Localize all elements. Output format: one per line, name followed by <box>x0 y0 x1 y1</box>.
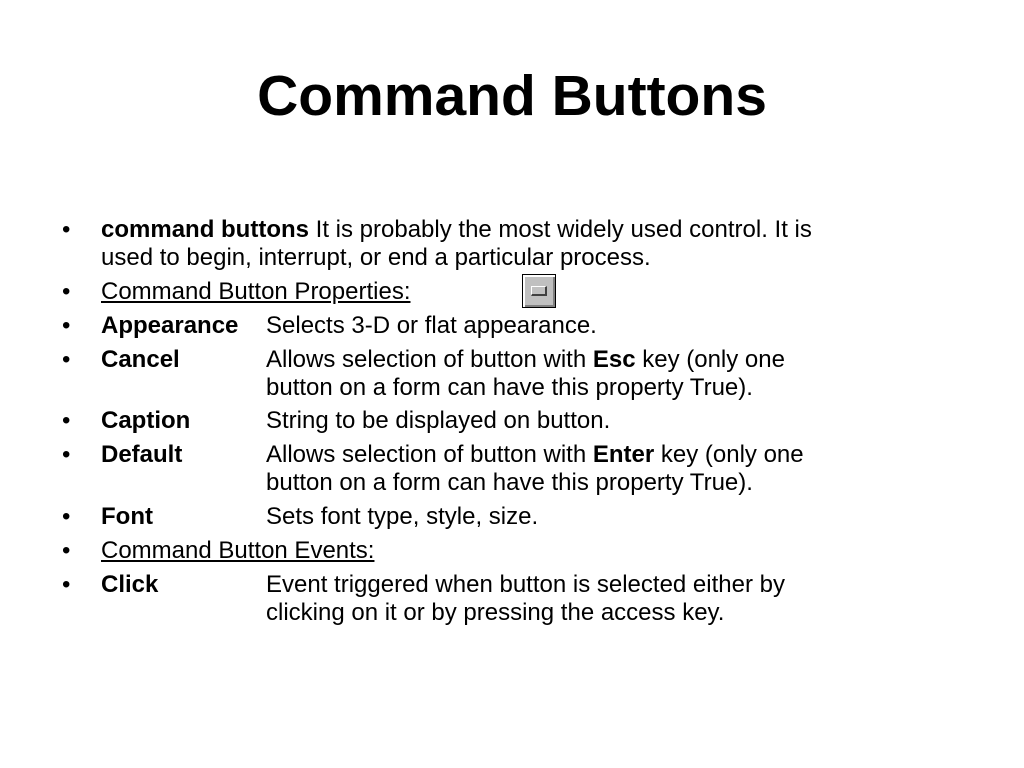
property-description-text: button on a form can have this property True). <box>266 469 753 496</box>
bullet-marker: • <box>62 346 71 373</box>
property-description-text: key (only one <box>654 441 804 468</box>
property-name: Cancel <box>101 346 180 373</box>
properties-heading: Command Button Properties: <box>101 278 411 305</box>
bullet-marker: • <box>62 441 71 468</box>
bullet-marker: • <box>62 503 71 530</box>
property-description-text: String to be displayed on button. <box>266 407 611 434</box>
property-description-text: button on a form can have this property True). <box>266 374 753 401</box>
bullet-marker: • <box>62 216 71 243</box>
property-description-text: Sets font type, style, size. <box>266 503 539 530</box>
intro-text-line1: It is probably the most widely used control. It is <box>309 216 812 243</box>
property-name: Appearance <box>101 312 239 339</box>
property-description <box>266 407 946 435</box>
property-description-text: key (only one <box>635 346 785 373</box>
property-key: Enter <box>592 441 655 468</box>
property-description <box>266 503 946 531</box>
property-key: Esc <box>592 346 636 373</box>
property-name: Font <box>101 503 153 530</box>
command-button-icon-face <box>531 286 547 296</box>
event-name: Click <box>101 571 159 598</box>
intro-paragraph <box>101 216 971 272</box>
bullet-marker: • <box>62 312 71 339</box>
event-description <box>266 571 946 627</box>
property-description-text: Selects 3-D or flat appearance. <box>266 312 597 339</box>
property-description-text: Allows selection of button with <box>266 441 593 468</box>
property-name: Default <box>101 441 183 468</box>
bullet-marker: • <box>62 278 71 305</box>
intro-term: command buttons <box>101 216 309 243</box>
bullet-marker: • <box>62 571 71 598</box>
event-description-text: clicking on it or by pressing the access key. <box>266 599 725 626</box>
command-button-icon <box>522 274 556 308</box>
property-name: Caption <box>101 407 191 434</box>
property-description <box>266 346 946 402</box>
intro-text-line2: used to begin, interrupt, or end a particular process. <box>101 244 651 271</box>
event-description-text: Event triggered when button is selected either by <box>266 571 785 598</box>
property-description <box>266 312 946 340</box>
bullet-marker: • <box>62 407 71 434</box>
property-description <box>266 441 946 497</box>
events-heading: Command Button Events: <box>101 537 375 564</box>
property-description-text: Allows selection of button with <box>266 346 593 373</box>
bullet-marker: • <box>62 537 71 564</box>
slide-title: Command Buttons <box>257 64 767 128</box>
